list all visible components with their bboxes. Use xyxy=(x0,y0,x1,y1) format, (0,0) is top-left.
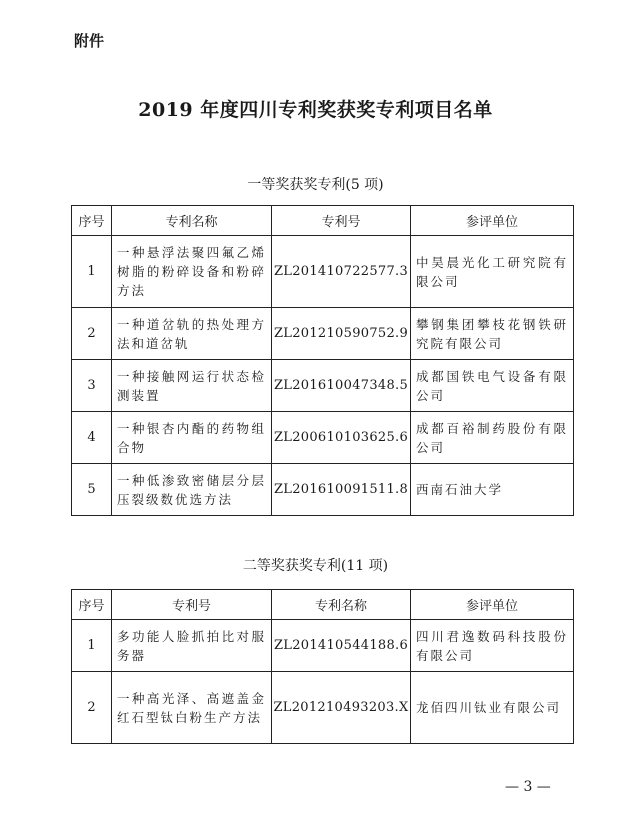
patent-number: ZL201610091511.8 xyxy=(272,464,411,516)
patent-name: 一种低渗致密储层分层压裂级数优选方法 xyxy=(112,464,272,516)
patent-name: 一种高光泽、高遮盖金红石型钛白粉生产方法 xyxy=(112,672,272,744)
first-prize-table xyxy=(71,205,574,516)
column-header: 序号 xyxy=(72,206,112,236)
table-row xyxy=(72,620,574,672)
applicant-unit: 成都国铁电气设备有限公司 xyxy=(411,360,574,412)
patent-name: 多功能人脸抓拍比对服务器 xyxy=(112,620,272,672)
patent-number: ZL201410722577.3 xyxy=(272,236,411,308)
patent-number: ZL200610103625.6 xyxy=(272,412,411,464)
applicant-unit: 西南石油大学 xyxy=(411,464,574,516)
table-header-row xyxy=(72,590,574,620)
patent-number: ZL201210493203.X xyxy=(272,672,411,744)
patent-number: ZL201410544188.6 xyxy=(272,620,411,672)
table-row xyxy=(72,360,574,412)
second-prize-table xyxy=(71,589,574,744)
table-row xyxy=(72,308,574,360)
applicant-unit: 龙佰四川钛业有限公司 xyxy=(411,672,574,744)
table-row xyxy=(72,412,574,464)
applicant-unit: 四川君逸数码科技股份有限公司 xyxy=(411,620,574,672)
patent-name: 一种悬浮法聚四氟乙烯树脂的粉碎设备和粉碎方法 xyxy=(112,236,272,308)
column-header: 专利号 xyxy=(272,206,411,236)
row-number: 5 xyxy=(72,464,112,516)
column-header: 参评单位 xyxy=(411,590,574,620)
patent-name: 一种接触网运行状态检测装置 xyxy=(112,360,272,412)
row-number: 2 xyxy=(72,308,112,360)
table-row xyxy=(72,672,574,744)
table-row xyxy=(72,464,574,516)
table-header-row xyxy=(72,206,574,236)
row-number: 1 xyxy=(72,620,112,672)
row-number: 3 xyxy=(72,360,112,412)
section-title-second-prize: 二等奖获奖专利(11 项) xyxy=(242,558,389,574)
document-title: 2019 年度四川专利奖获奖专利项目名单 xyxy=(138,99,493,121)
applicant-unit: 攀钢集团攀枝花钢铁研究院有限公司 xyxy=(411,308,574,360)
patent-name: 一种银杏内酯的药物组合物 xyxy=(112,412,272,464)
patent-name: 一种道岔轨的热处理方法和道岔轨 xyxy=(112,308,272,360)
column-header: 专利号 xyxy=(112,590,272,620)
applicant-unit: 中昊晨光化工研究院有限公司 xyxy=(411,236,574,308)
patent-number: ZL201210590752.9 xyxy=(272,308,411,360)
section-title-first-prize: 一等奖获奖专利(5 项) xyxy=(247,177,384,193)
column-header: 专利名称 xyxy=(112,206,272,236)
patent-number: ZL201610047348.5 xyxy=(272,360,411,412)
row-number: 2 xyxy=(72,672,112,744)
column-header: 参评单位 xyxy=(411,206,574,236)
column-header: 专利名称 xyxy=(272,590,411,620)
table-row xyxy=(72,236,574,308)
page-number: — 3 — xyxy=(505,779,551,795)
attachment-label: 附件 xyxy=(74,32,105,50)
column-header: 序号 xyxy=(72,590,112,620)
row-number: 1 xyxy=(72,236,112,308)
row-number: 4 xyxy=(72,412,112,464)
applicant-unit: 成都百裕制药股份有限公司 xyxy=(411,412,574,464)
